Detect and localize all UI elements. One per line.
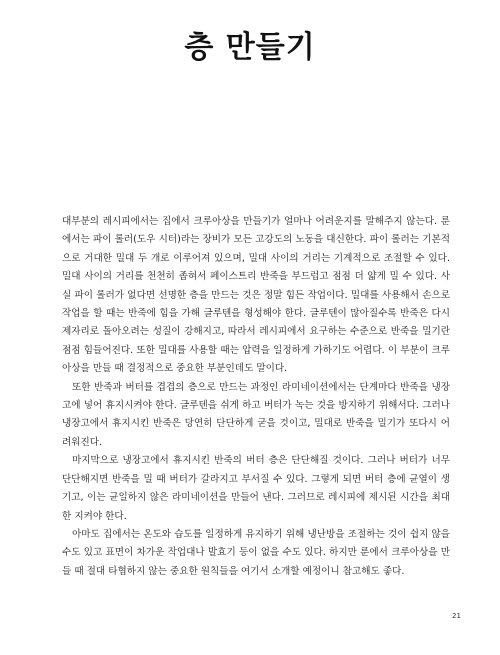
- page-number: 21: [452, 612, 461, 620]
- page-title: 층 만들기: [184, 30, 316, 65]
- paragraph-4: 아마도 집에서는 온도와 습도를 일정하게 유지하기 위해 냉난방을 조절하는 것이 쉽지 않을 수도 있고 표면이 차가운 작업대나 발효기 등이 없을 수도 있다. 하지만 룬에서 크루아상을 만들 때 절대 타협하지 않는 중요한 원칙들을 여기서 소개할 예정이니 참고해도 좋다.: [62, 528, 450, 577]
- paragraph-1: 대부분의 레시피에서는 집에서 크루아상을 만들기가 얼마나 어려운지를 말해주지 않는다. 룬에서는 파이 롤러(도우 시터)라는 장비가 모든 고강도의 노동을 대신한다. 파이 롤러는 기본적으로 거대한 밀대 두 개로 이루어져 있으며, 밀대 사이의 거리는 기계적으로 조절할 수 있다. 밀대 사이의 거리를 천천히 좁혀서 페이스트리 반죽을 부드럽고 점점 더 얇게 밀 수 있다. 사실 파이 롤러가 없다면 선명한 층을 만드는 것은 정말 힘든 작업이다. 밀대를 사용해서 손으로 작업을 할 때는 반죽에 힘을 가해 글루텐을 형성해야 한다. 글루텐이 많아질수록 반죽은 다시 제자리로 돌아오려는 성질이 강해지고, 따라서 레시피에서 요구하는 수준으로 반죽을 밀기란 점점 힘들어진다. 또한 밀대를 사용할 때는 압력을 일정하게 가하기도 어렵다. 이 부분이 크루아상을 만들 때 결정적으로 중요한 부분인데도 말이다.: [62, 216, 450, 375]
- body-text: [62, 213, 450, 581]
- paragraph-3: 마지막으로 냉장고에서 휴지시킨 반죽의 버터 층은 단단해질 것이다. 그러나 버터가 너무 단단해지면 반죽을 밀 때 버터가 갈라지고 부서질 수 있다. 그렇게 되면 버터 층에 균열이 생기고, 이는 균일하지 않은 라미네이션을 만들어 낸다. 그러므로 레시피에 제시된 시간을 최대한 지켜야 한다.: [62, 455, 450, 522]
- paragraph-2: 또한 반죽과 버터를 겹겹의 층으로 만드는 과정인 라미네이션에서는 단계마다 반죽을 냉장고에 넣어 휴지시켜야 한다. 글루텐을 쉬게 하고 버터가 녹는 것을 방지하기 위해서다. 그러나 냉장고에서 휴지시킨 반죽은 당연히 단단하게 굳을 것이고, 밀대로 반죽을 밀기가 또다시 어려워진다.: [62, 381, 450, 448]
